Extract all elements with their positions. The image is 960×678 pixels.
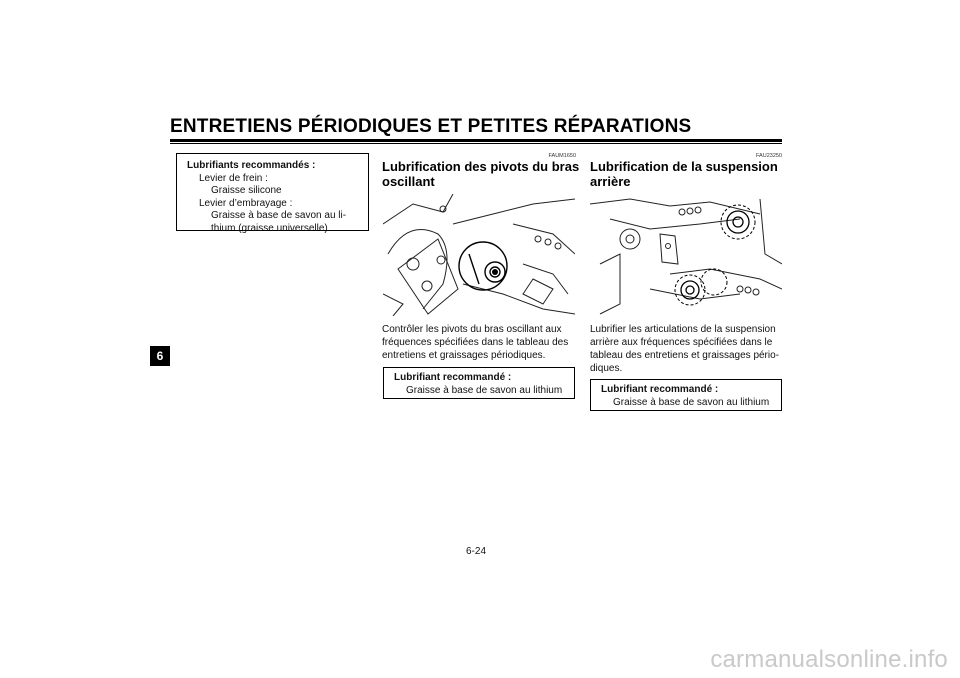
box-line: Levier de frein : bbox=[199, 172, 268, 184]
page-number: 6-24 bbox=[466, 546, 487, 557]
text-line: arrière aux fréquences spécifiées dans le bbox=[590, 337, 773, 348]
box-line: Levier d’embrayage : bbox=[199, 197, 293, 209]
section-title-line: Lubrification des pivots du bras bbox=[382, 159, 580, 174]
section-title-line: oscillant bbox=[382, 174, 435, 189]
text-line: fréquences spécifiées dans le tableau des bbox=[382, 337, 569, 348]
section-title-line: arrière bbox=[590, 174, 631, 189]
recommended-lubricant-box bbox=[590, 379, 782, 411]
box-value: Graisse à base de savon au lithium bbox=[406, 384, 563, 396]
page-header-title: ENTRETIENS PÉRIODIQUES ET PETITES RÉPARATIONS bbox=[170, 116, 692, 137]
section-code: FAUM1650 bbox=[548, 153, 576, 159]
box-line: Graisse à base de savon au li- bbox=[211, 210, 347, 221]
text-line: entretiens et graissages périodiques. bbox=[382, 350, 546, 361]
recommended-lubricants-box bbox=[176, 153, 369, 234]
section-title bbox=[590, 159, 790, 189]
header-rule bbox=[170, 139, 782, 142]
rear-suspension-illustration bbox=[590, 194, 782, 316]
section-body-text bbox=[382, 323, 574, 362]
text-line: Lubrifier les articulations de la suspension bbox=[590, 324, 776, 335]
text-line: diques. bbox=[590, 363, 623, 374]
chapter-tab: 6 bbox=[150, 346, 170, 366]
box-line: thium (graisse universelle) bbox=[211, 222, 328, 234]
header-rule-thin bbox=[170, 143, 782, 144]
box-title: Lubrifiants recommandés : bbox=[187, 160, 316, 171]
section-title-line: Lubrification de la suspension bbox=[590, 159, 778, 174]
box-line: Graisse silicone bbox=[211, 185, 282, 196]
box-value: Graisse à base de savon au lithium bbox=[613, 396, 770, 408]
box-title: Lubrifiant recommandé : bbox=[601, 384, 719, 395]
watermark: carmanualsonline.info bbox=[710, 646, 948, 673]
swingarm-pivot-illustration bbox=[383, 194, 575, 316]
section-code: FAU23250 bbox=[756, 153, 782, 159]
section-body-text bbox=[590, 323, 782, 375]
text-line: tableau des entretiens et graissages pério- bbox=[590, 350, 780, 361]
box-title: Lubrifiant recommandé : bbox=[394, 372, 512, 383]
recommended-lubricant-box bbox=[383, 367, 575, 399]
text-line: Contrôler les pivots du bras oscillant aux bbox=[382, 324, 562, 335]
section-title bbox=[382, 159, 582, 189]
